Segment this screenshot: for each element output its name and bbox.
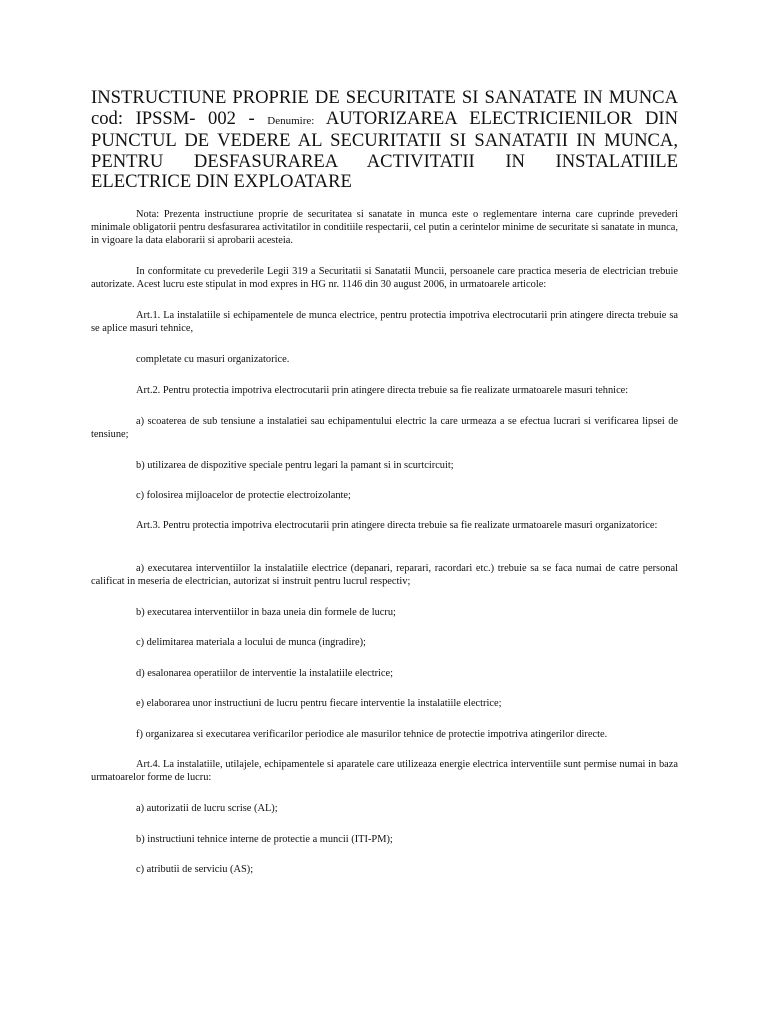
paragraph-art2-a: a) scoaterea de sub tensiune a instalatiei sau echipamentului electric la care urmeaza a se efectua lucrari si verificarea lipsei de tensiune; — [91, 416, 678, 440]
paragraph-art4-b: b) instructiuni tehnice interne de protectie a muncii (ITI-PM); — [136, 834, 393, 845]
paragraph-art1: Art.1. La instalatiile si echipamentele de munca electrice, pentru protectia impotriva electrocutarii prin atingere directa trebuie sa se aplice masuri tehnice, — [91, 310, 678, 334]
paragraph-nota: Nota: Prezenta instructiune proprie de securitatea si sanatate in munca este o reglementare interna care cuprinde prevederi minimale obligatorii pentru desfasurarea activitatilor in conditiile respectarii, cel putin a cerintelor minime de securitate si sanatate in munca, in vigoare la data elaborarii si aprobarii acesteia. — [91, 209, 678, 246]
paragraph-art4-a: a) autorizatii de lucru scrise (AL); — [136, 803, 278, 814]
paragraph-art4-c: c) atributii de serviciu (AS); — [136, 864, 254, 875]
paragraph-art2-c: c) folosirea mijloacelor de protectie electroizolante; — [136, 490, 351, 501]
title-part2: AUTORIZAREA ELECTRICIENILOR DIN PUNCTUL DE VEDERE AL SECURITATII SI SANATATII IN MUNCA, PENTRU DESFASURAREA ACTIVITATII IN INSTALATIILE ELECTRICE DIN EXPLOATARE — [91, 107, 679, 192]
document-title — [91, 88, 678, 193]
paragraph-art3-a: a) executarea interventiilor la instalatiile electrice (depanari, reparari, racordari etc.) trebuie sa se faca numai de catre personal calificat in meseria de electrician, autorizat si instruit pentru lucrul respectiv; — [91, 563, 678, 587]
paragraph-art3: Art.3. Pentru protectia impotriva electrocutarii prin atingere directa trebuie sa fie realizate urmatoarele masuri organizatorice: — [136, 520, 658, 531]
title-part1: INSTRUCTIUNE PROPRIE DE SECURITATE SI SANATATE IN MUNCA cod: IPSSM- 002 - — [91, 87, 678, 129]
paragraph-intro: In conformitate cu prevederile Legii 319 a Securitatii si Sanatatii Muncii, persoanele care practica meseria de electrician trebuie autorizate. Acest lucru este stipulat in mod expres in HG nr. 1146 din 30 august 2006, in urmatoarele articole: — [91, 266, 678, 290]
paragraph-art1-cont: completate cu masuri organizatorice. — [136, 354, 290, 365]
paragraph-art3-e: e) elaborarea unor instructiuni de lucru pentru fiecare interventie la instalatiile electrice; — [136, 698, 502, 709]
paragraph-art2-b: b) utilizarea de dispozitive speciale pentru legari la pamant si in scurtcircuit; — [136, 460, 454, 471]
paragraph-art3-b: b) executarea interventiilor in baza uneia din formele de lucru; — [136, 607, 396, 618]
paragraph-art3-d: d) esalonarea operatiilor de interventie la instalatiile electrice; — [136, 668, 394, 679]
paragraph-art3-f: f) organizarea si executarea verificarilor periodice ale masurilor tehnice de protectie impotriva atingerilor directe. — [136, 729, 608, 740]
paragraph-art2: Art.2. Pentru protectia impotriva electrocutarii prin atingere directa trebuie sa fie realizate urmatoarele masuri tehnice: — [136, 385, 629, 396]
paragraph-art4: Art.4. La instalatiile, utilajele, echipamentele si aparatele care utilizeaza energie electrica interventiile sunt permise numai in baza urmatoarelor forme de lucru: — [91, 759, 678, 783]
denumire-label: Denumire: — [267, 114, 315, 127]
paragraph-art3-c: c) delimitarea materiala a locului de munca (ingradire); — [136, 637, 366, 648]
